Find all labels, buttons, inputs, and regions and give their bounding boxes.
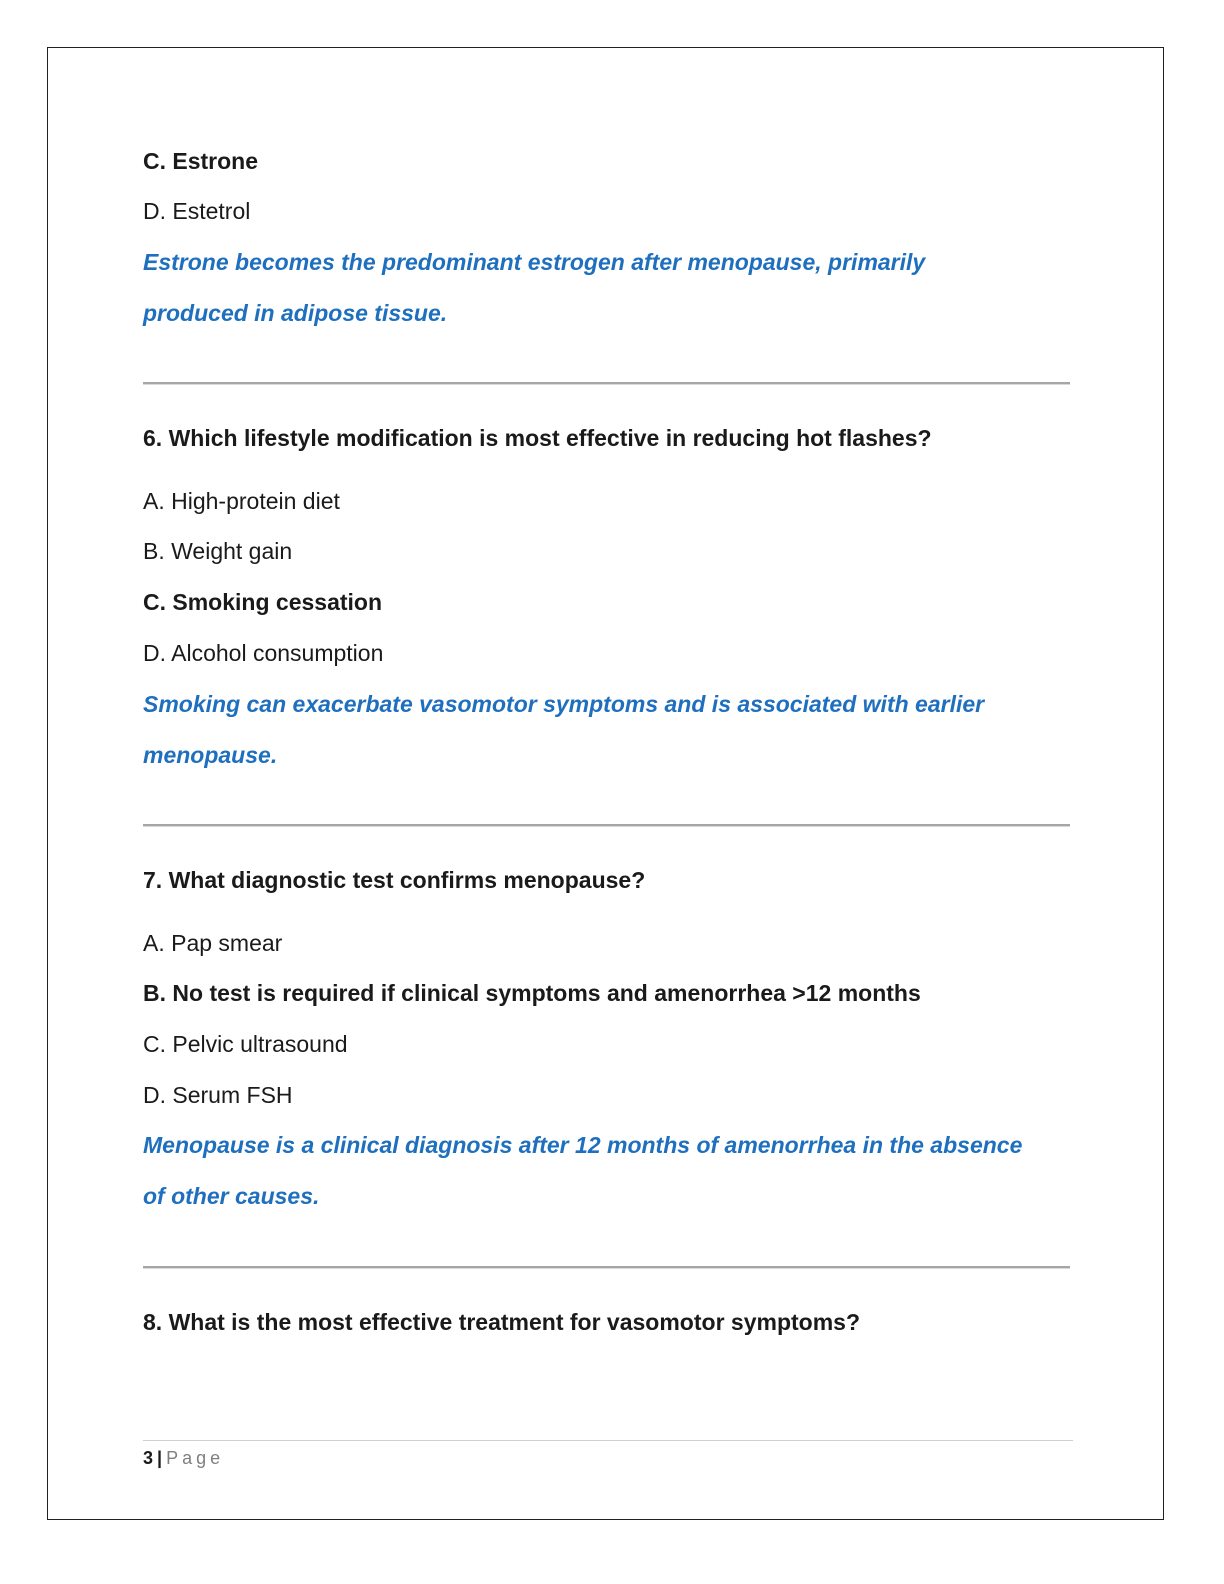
explanation-line-2: produced in adipose tissue. (143, 300, 448, 326)
q7-option-d: D. Serum FSH (143, 1082, 293, 1108)
option-c-estrone: C. Estrone (143, 148, 259, 174)
q6-option-d: D. Alcohol consumption (143, 640, 384, 666)
q7-option-c: C. Pelvic ultrasound (143, 1031, 348, 1057)
q7-explanation-line-1: Menopause is a clinical diagnosis after 12 months of amenorrhea in the absence (143, 1132, 1023, 1158)
question-8-title: 8. What is the most effective treatment for vasomotor symptoms? (143, 1309, 860, 1335)
page-number: 3 (143, 1448, 154, 1468)
q6-explanation-line-2: menopause. (143, 742, 278, 768)
page-footer (143, 1445, 224, 1471)
q7-option-a: A. Pap smear (143, 930, 283, 956)
q6-option-b: B. Weight gain (143, 538, 293, 564)
option-d-estetrol: D. Estetrol (143, 198, 251, 224)
q7-option-b: B. No test is required if clinical symptoms and amenorrhea >12 months (143, 980, 921, 1006)
section-divider (143, 824, 1070, 826)
q6-option-a: A. High-protein diet (143, 488, 340, 514)
footer-divider (143, 1440, 1073, 1441)
q6-explanation-line-1: Smoking can exacerbate vasomotor symptoms and is associated with earlier (143, 691, 985, 717)
page-label: Page (166, 1448, 225, 1468)
q6-option-c: C. Smoking cessation (143, 589, 383, 615)
section-divider (143, 382, 1070, 384)
explanation-line-1: Estrone becomes the predominant estrogen after menopause, primarily (143, 249, 926, 275)
question-7-title: 7. What diagnostic test confirms menopause? (143, 867, 646, 893)
q7-explanation-line-2: of other causes. (143, 1183, 320, 1209)
section-divider (143, 1266, 1070, 1268)
question-6-title: 6. Which lifestyle modification is most effective in reducing hot flashes? (143, 425, 932, 451)
footer-separator: | (157, 1448, 163, 1468)
